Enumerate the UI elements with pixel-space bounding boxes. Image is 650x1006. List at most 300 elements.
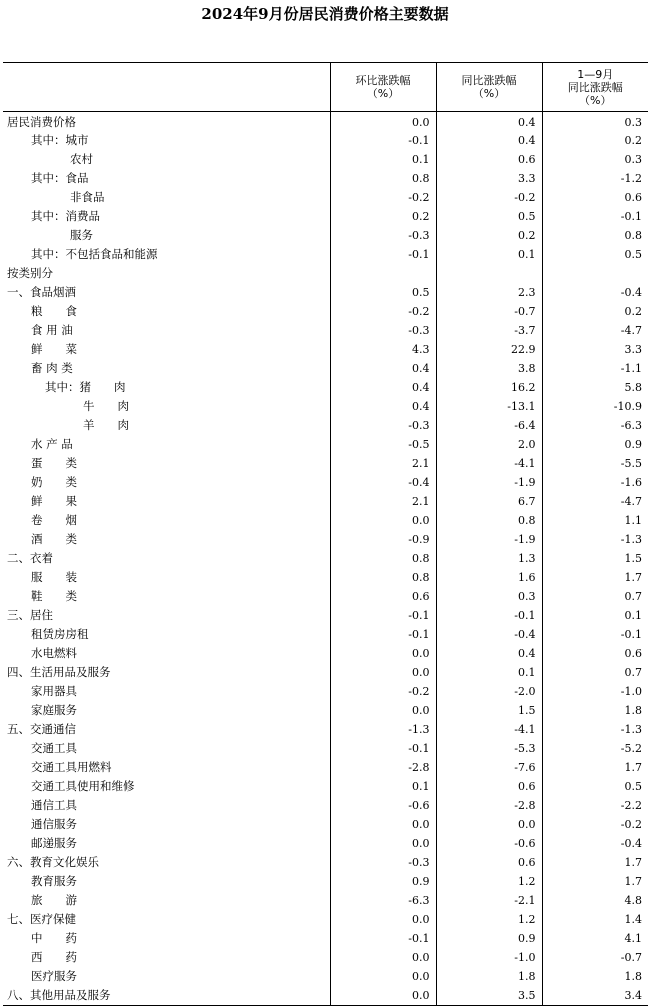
- mom-value: -0.1: [330, 245, 436, 264]
- row-prefix: 其中：: [31, 247, 66, 261]
- header-item: [3, 63, 330, 112]
- mom-value: -0.3: [330, 226, 436, 245]
- ytd-value: -1.3: [542, 720, 648, 739]
- row-label: 牛 肉: [83, 399, 129, 413]
- row-label-cell: [3, 131, 330, 150]
- table-row: [3, 796, 648, 815]
- ytd-value: -6.3: [542, 416, 648, 435]
- row-label: 西 药: [31, 950, 77, 964]
- mom-value: 0.0: [330, 663, 436, 682]
- yoy-value: -0.4: [436, 625, 542, 644]
- row-label-cell: [3, 530, 330, 549]
- row-label-cell: [3, 872, 330, 891]
- row-label: 猪 肉: [79, 380, 126, 394]
- table-row: [3, 530, 648, 549]
- table-row: [3, 606, 648, 625]
- row-label: 按类别分: [7, 266, 53, 280]
- table-row: [3, 511, 648, 530]
- mom-value: 0.4: [330, 397, 436, 416]
- ytd-value: -10.9: [542, 397, 648, 416]
- yoy-value: 2.3: [436, 283, 542, 302]
- mom-value: 0.0: [330, 986, 436, 1005]
- yoy-value: 0.4: [436, 644, 542, 663]
- ytd-value: 1.4: [542, 910, 648, 929]
- page-title: 2024年9月份居民消费价格主要数据: [201, 5, 449, 23]
- mom-value: -1.3: [330, 720, 436, 739]
- ytd-value: -0.1: [542, 207, 648, 226]
- table-row: [3, 302, 648, 321]
- mom-value: -0.3: [330, 416, 436, 435]
- header-yoy: [436, 63, 542, 112]
- row-label-cell: [3, 264, 330, 283]
- ytd-value: 1.7: [542, 568, 648, 587]
- mom-value: 0.6: [330, 587, 436, 606]
- mom-value: 0.0: [330, 112, 436, 132]
- row-label: 卷 烟: [31, 513, 77, 527]
- row-label: 鞋 类: [31, 589, 77, 603]
- row-label-cell: [3, 321, 330, 340]
- yoy-value: -0.7: [436, 302, 542, 321]
- row-prefix: 其中：: [31, 171, 66, 185]
- yoy-value: 0.9: [436, 929, 542, 948]
- mom-value: 0.0: [330, 948, 436, 967]
- cpi-table: [3, 62, 648, 1006]
- header-ytd: [542, 63, 648, 112]
- ytd-value: -5.2: [542, 739, 648, 758]
- row-label-cell: [3, 188, 330, 207]
- row-label: 交通工具使用和维修: [31, 779, 135, 793]
- row-label: 一、食品烟酒: [7, 285, 76, 299]
- row-label: 奶 类: [31, 475, 77, 489]
- mom-value: -0.2: [330, 188, 436, 207]
- table-row: [3, 188, 648, 207]
- table-row: [3, 701, 648, 720]
- row-label-cell: [3, 416, 330, 435]
- row-label: 鲜 果: [31, 494, 77, 508]
- mom-value: -0.6: [330, 796, 436, 815]
- table-row: [3, 834, 648, 853]
- row-label: 中 药: [31, 931, 77, 945]
- row-label-cell: [3, 967, 330, 986]
- ytd-value: 1.8: [542, 701, 648, 720]
- table-row: [3, 397, 648, 416]
- mom-value: 0.0: [330, 967, 436, 986]
- mom-value: -0.1: [330, 929, 436, 948]
- row-label-cell: [3, 663, 330, 682]
- table-row: [3, 644, 648, 663]
- row-label: 城市: [65, 133, 89, 147]
- table-row: [3, 245, 648, 264]
- row-label: 粮 食: [31, 304, 77, 318]
- mom-value: 0.1: [330, 777, 436, 796]
- table-row: [3, 264, 648, 283]
- table-row: [3, 568, 648, 587]
- ytd-value: 0.3: [542, 112, 648, 132]
- table-row: [3, 169, 648, 188]
- table-row: [3, 150, 648, 169]
- ytd-value: -5.5: [542, 454, 648, 473]
- mom-value: -0.9: [330, 530, 436, 549]
- row-label-cell: [3, 891, 330, 910]
- table-row: [3, 340, 648, 359]
- yoy-value: -2.8: [436, 796, 542, 815]
- table-row: [3, 891, 648, 910]
- mom-value: 0.2: [330, 207, 436, 226]
- mom-value: 0.0: [330, 834, 436, 853]
- mom-value: -2.8: [330, 758, 436, 777]
- table-row: [3, 378, 648, 397]
- ytd-value: 0.1: [542, 606, 648, 625]
- ytd-value: 0.3: [542, 150, 648, 169]
- ytd-value: 1.1: [542, 511, 648, 530]
- mom-value: -0.2: [330, 302, 436, 321]
- yoy-value: 0.1: [436, 245, 542, 264]
- yoy-value: 2.0: [436, 435, 542, 454]
- yoy-value: 0.6: [436, 777, 542, 796]
- yoy-value: 0.8: [436, 511, 542, 530]
- row-label-cell: [3, 796, 330, 815]
- row-label-cell: [3, 245, 330, 264]
- table-row: [3, 587, 648, 606]
- yoy-value: 0.2: [436, 226, 542, 245]
- row-label: 六、教育文化娱乐: [7, 855, 99, 869]
- ytd-value: -0.2: [542, 815, 648, 834]
- yoy-value: -0.2: [436, 188, 542, 207]
- ytd-value: 1.8: [542, 967, 648, 986]
- row-label: 交通工具: [31, 741, 77, 755]
- ytd-value: -2.2: [542, 796, 648, 815]
- ytd-value: -1.0: [542, 682, 648, 701]
- mom-value: [330, 264, 436, 283]
- row-label-cell: [3, 435, 330, 454]
- row-label: 家庭服务: [31, 703, 77, 717]
- yoy-value: [436, 264, 542, 283]
- mom-value: 0.5: [330, 283, 436, 302]
- table-row: [3, 853, 648, 872]
- yoy-value: 0.6: [436, 853, 542, 872]
- row-label-cell: [3, 910, 330, 929]
- row-label-cell: [3, 207, 330, 226]
- table-row: [3, 986, 648, 1005]
- table-row: [3, 549, 648, 568]
- table-row: [3, 872, 648, 891]
- ytd-value: -1.1: [542, 359, 648, 378]
- ytd-value: 0.5: [542, 777, 648, 796]
- yoy-value: -3.7: [436, 321, 542, 340]
- row-label: 酒 类: [31, 532, 77, 546]
- row-label: 七、医疗保健: [7, 912, 76, 926]
- row-label: 水 产 品: [31, 437, 73, 451]
- table-row: [3, 131, 648, 150]
- table-row: [3, 283, 648, 302]
- row-label: 五、交通通信: [7, 722, 76, 736]
- table-row: [3, 321, 648, 340]
- row-label: 通信服务: [31, 817, 77, 831]
- table-row: [3, 207, 648, 226]
- ytd-value: 1.5: [542, 549, 648, 568]
- yoy-value: 0.3: [436, 587, 542, 606]
- yoy-value: 16.2: [436, 378, 542, 397]
- row-label-cell: [3, 777, 330, 796]
- table-row: [3, 416, 648, 435]
- mom-value: 0.4: [330, 378, 436, 397]
- table-row: [3, 226, 648, 245]
- table-row: [3, 815, 648, 834]
- ytd-value: 4.1: [542, 929, 648, 948]
- yoy-value: -5.3: [436, 739, 542, 758]
- table-row: [3, 359, 648, 378]
- row-label: 水电燃料: [31, 646, 77, 660]
- mom-value: 0.0: [330, 910, 436, 929]
- ytd-value: -1.3: [542, 530, 648, 549]
- yoy-value: 3.3: [436, 169, 542, 188]
- yoy-value: 0.0: [436, 815, 542, 834]
- mom-value: -0.1: [330, 606, 436, 625]
- mom-value: 0.4: [330, 359, 436, 378]
- row-label-cell: [3, 549, 330, 568]
- mom-value: 2.1: [330, 492, 436, 511]
- header-mom-unit: （%）: [366, 87, 400, 100]
- ytd-value: -4.7: [542, 321, 648, 340]
- table-row: [3, 454, 648, 473]
- row-label-cell: [3, 397, 330, 416]
- yoy-value: -2.0: [436, 682, 542, 701]
- mom-value: 0.0: [330, 701, 436, 720]
- yoy-value: 1.8: [436, 967, 542, 986]
- ytd-value: 0.8: [542, 226, 648, 245]
- row-label: 旅 游: [31, 893, 77, 907]
- yoy-value: 0.6: [436, 150, 542, 169]
- row-label-cell: [3, 112, 330, 132]
- header-mom-line: 环比涨跌幅: [355, 74, 411, 87]
- mom-value: -0.3: [330, 853, 436, 872]
- row-label-cell: [3, 986, 330, 1005]
- table-row: [3, 492, 648, 511]
- mom-value: 0.0: [330, 511, 436, 530]
- table-row: [3, 435, 648, 454]
- ytd-value: 0.6: [542, 188, 648, 207]
- row-label-cell: [3, 568, 330, 587]
- row-label: 邮递服务: [31, 836, 77, 850]
- table-row: [3, 625, 648, 644]
- yoy-value: -1.0: [436, 948, 542, 967]
- ytd-value: -1.2: [542, 169, 648, 188]
- table-row: [3, 929, 648, 948]
- row-label-cell: [3, 378, 330, 397]
- header-ytd-unit: （%）: [579, 93, 612, 107]
- row-label: 八、其他用品及服务: [7, 987, 111, 1002]
- row-label-cell: [3, 226, 330, 245]
- row-label: 蛋 类: [31, 456, 77, 470]
- row-prefix: 其中：: [45, 380, 80, 394]
- ytd-value: 4.8: [542, 891, 648, 910]
- mom-value: -0.1: [330, 739, 436, 758]
- row-label-cell: [3, 644, 330, 663]
- row-label-cell: [3, 625, 330, 644]
- row-label-cell: [3, 701, 330, 720]
- row-label-cell: [3, 739, 330, 758]
- row-label-cell: [3, 948, 330, 967]
- ytd-value: -0.1: [542, 625, 648, 644]
- yoy-value: 1.6: [436, 568, 542, 587]
- ytd-value: -1.6: [542, 473, 648, 492]
- row-label: 租赁房房租: [31, 627, 89, 641]
- yoy-value: 6.7: [436, 492, 542, 511]
- mom-value: 4.3: [330, 340, 436, 359]
- header-ytd-period: 1—9月: [577, 67, 614, 81]
- row-label-cell: [3, 587, 330, 606]
- row-label-cell: [3, 511, 330, 530]
- table-row: [3, 777, 648, 796]
- yoy-value: 3.5: [436, 986, 542, 1005]
- yoy-value: -1.9: [436, 530, 542, 549]
- table-body: [3, 112, 648, 1006]
- ytd-value: 1.7: [542, 853, 648, 872]
- row-label: 农村: [70, 152, 93, 166]
- row-label-cell: [3, 150, 330, 169]
- row-label: 食品: [65, 171, 89, 185]
- row-label: 鲜 菜: [31, 342, 77, 356]
- mom-value: -0.1: [330, 131, 436, 150]
- mom-value: 0.0: [330, 815, 436, 834]
- yoy-value: 22.9: [436, 340, 542, 359]
- table-row: [3, 682, 648, 701]
- row-prefix: 其中：: [31, 133, 66, 147]
- mom-value: -0.5: [330, 435, 436, 454]
- ytd-value: 3.3: [542, 340, 648, 359]
- ytd-value: 1.7: [542, 872, 648, 891]
- row-label-cell: [3, 454, 330, 473]
- yoy-value: -4.1: [436, 720, 542, 739]
- ytd-value: -0.7: [542, 948, 648, 967]
- yoy-value: 0.4: [436, 112, 542, 132]
- table-row: [3, 758, 648, 777]
- mom-value: 0.8: [330, 568, 436, 587]
- table-row: [3, 473, 648, 492]
- yoy-value: -13.1: [436, 397, 542, 416]
- row-label-cell: [3, 169, 330, 188]
- ytd-value: 0.6: [542, 644, 648, 663]
- row-label: 服务: [70, 228, 93, 242]
- header-yoy-line: 同比涨跌幅: [461, 74, 517, 87]
- row-label: 三、居住: [7, 608, 53, 622]
- header-ytd-line: 同比涨跌幅: [567, 80, 623, 94]
- mom-value: 0.0: [330, 644, 436, 663]
- yoy-value: -1.9: [436, 473, 542, 492]
- row-label-cell: [3, 834, 330, 853]
- row-label: 教育服务: [31, 874, 77, 888]
- yoy-value: 1.5: [436, 701, 542, 720]
- row-label-cell: [3, 720, 330, 739]
- table-row: [3, 663, 648, 682]
- ytd-value: 0.2: [542, 131, 648, 150]
- row-label-cell: [3, 853, 330, 872]
- mom-value: 0.1: [330, 150, 436, 169]
- table-header-row: [3, 63, 648, 112]
- yoy-value: -0.1: [436, 606, 542, 625]
- yoy-value: -4.1: [436, 454, 542, 473]
- yoy-value: 1.2: [436, 872, 542, 891]
- ytd-value: 0.9: [542, 435, 648, 454]
- mom-value: 0.8: [330, 169, 436, 188]
- row-label-cell: [3, 492, 330, 511]
- ytd-value: -0.4: [542, 834, 648, 853]
- row-label: 羊 肉: [83, 418, 129, 432]
- row-label: 居民消费价格: [7, 115, 76, 129]
- row-label-cell: [3, 302, 330, 321]
- table-row: [3, 739, 648, 758]
- table-row: [3, 967, 648, 986]
- row-label: 食 用 油: [31, 323, 73, 337]
- yoy-value: -2.1: [436, 891, 542, 910]
- mom-value: 2.1: [330, 454, 436, 473]
- row-label: 二、衣着: [7, 551, 53, 565]
- row-label-cell: [3, 682, 330, 701]
- table-row: [3, 910, 648, 929]
- mom-value: -0.4: [330, 473, 436, 492]
- row-label: 不包括食品和能源: [65, 247, 158, 261]
- ytd-value: -0.4: [542, 283, 648, 302]
- ytd-value: -4.7: [542, 492, 648, 511]
- table-row: [3, 948, 648, 967]
- row-label-cell: [3, 283, 330, 302]
- ytd-value: [542, 264, 648, 283]
- yoy-value: 0.5: [436, 207, 542, 226]
- ytd-value: 0.5: [542, 245, 648, 264]
- yoy-value: -0.6: [436, 834, 542, 853]
- mom-value: 0.8: [330, 549, 436, 568]
- ytd-value: 5.8: [542, 378, 648, 397]
- yoy-value: 0.4: [436, 131, 542, 150]
- row-label: 交通工具用燃料: [31, 760, 112, 774]
- header-mom: [330, 63, 436, 112]
- row-label-cell: [3, 815, 330, 834]
- mom-value: 0.9: [330, 872, 436, 891]
- row-label: 医疗服务: [31, 969, 77, 983]
- row-label-cell: [3, 606, 330, 625]
- ytd-value: 0.2: [542, 302, 648, 321]
- table-row: [3, 720, 648, 739]
- table-row: [3, 112, 648, 132]
- row-label: 消费品: [65, 209, 100, 223]
- mom-value: -0.2: [330, 682, 436, 701]
- row-label-cell: [3, 359, 330, 378]
- row-label: 畜 肉 类: [31, 361, 73, 375]
- mom-value: -0.1: [330, 625, 436, 644]
- row-label-cell: [3, 473, 330, 492]
- row-label-cell: [3, 340, 330, 359]
- row-label: 非食品: [70, 190, 105, 204]
- mom-value: -6.3: [330, 891, 436, 910]
- row-prefix: 其中：: [31, 209, 66, 223]
- ytd-value: 3.4: [542, 986, 648, 1005]
- row-label: 通信工具: [31, 798, 77, 812]
- yoy-value: 3.8: [436, 359, 542, 378]
- mom-value: -0.3: [330, 321, 436, 340]
- row-label-cell: [3, 929, 330, 948]
- header-yoy-unit: （%）: [472, 87, 506, 100]
- ytd-value: 0.7: [542, 587, 648, 606]
- row-label: 四、生活用品及服务: [7, 665, 111, 679]
- row-label: 服 装: [31, 570, 77, 584]
- yoy-value: 1.2: [436, 910, 542, 929]
- row-label-cell: [3, 758, 330, 777]
- yoy-value: -7.6: [436, 758, 542, 777]
- ytd-value: 0.7: [542, 663, 648, 682]
- ytd-value: 1.7: [542, 758, 648, 777]
- yoy-value: 0.1: [436, 663, 542, 682]
- yoy-value: -6.4: [436, 416, 542, 435]
